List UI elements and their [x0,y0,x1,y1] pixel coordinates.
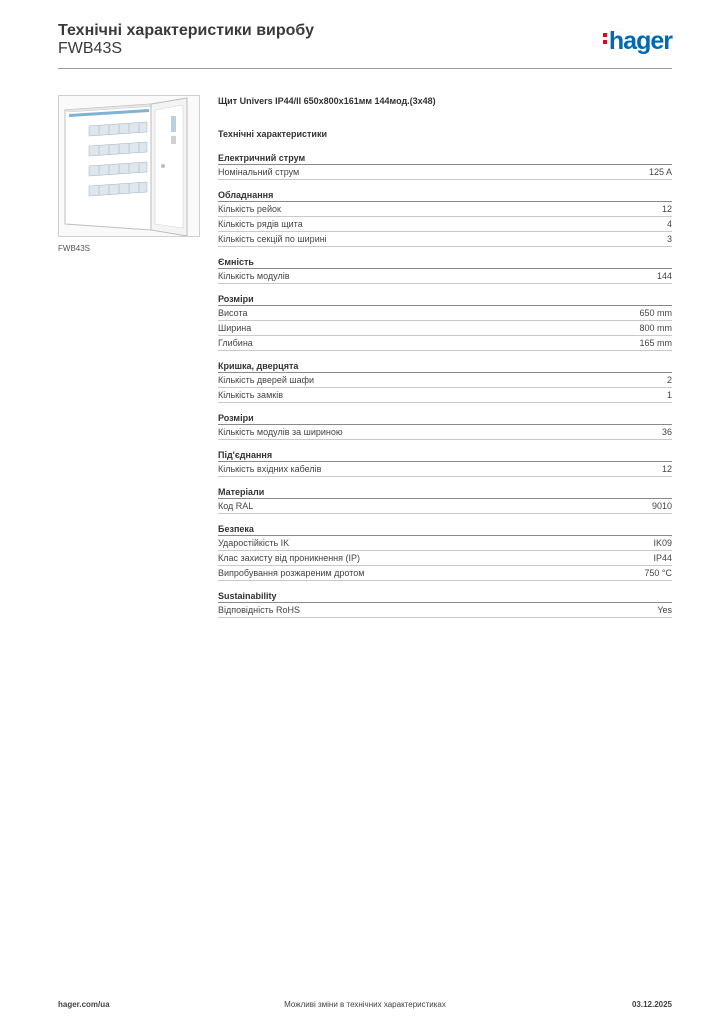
spec-section [218,256,672,284]
spec-section [218,189,672,247]
spec-row [218,336,672,351]
spec-label: Кількість замків [218,390,283,400]
spec-value: 750 °C [644,568,672,578]
logo-colon-icon [603,30,607,47]
spec-label: Кількість модулів за шириною [218,427,343,437]
tech-specs-heading: Технічні характеристики [218,129,327,139]
spec-section [218,523,672,581]
spec-label: Код RAL [218,501,254,511]
spec-row [218,551,672,566]
spec-label: Кількість вхідних кабелів [218,464,322,474]
spec-row [218,202,672,217]
spec-label: Кількість рейок [218,204,281,214]
spec-label: Кількість дверей шафи [218,375,315,385]
hager-logo [603,27,672,56]
spec-value: 3 [666,234,672,244]
spec-section [218,449,672,477]
page-title: Технічні характеристики виробу [58,22,314,39]
spec-section-title: Електричний струм [218,152,672,165]
spec-section-title: Sustainability [218,590,672,603]
spec-row [218,217,672,232]
spec-value: IK09 [653,538,672,548]
spec-value: 125 A [648,167,672,177]
footer-website-link[interactable]: hager.com/ua [58,1000,110,1009]
spec-label: Кількість модулів [218,271,290,281]
spec-value: Yes [657,605,672,615]
spec-value: 12 [661,464,672,474]
spec-section-title: Під'єднання [218,449,672,462]
spec-label: Кількість рядів щита [218,219,303,229]
product-code: FWB43S [58,40,123,57]
spec-value: IP44 [653,553,672,563]
spec-row [218,536,672,551]
product-name: Щит Univers IP44/II 650x800x161мм 144мод.(3x48) [218,96,436,106]
spec-row [218,306,672,321]
spec-row [218,269,672,284]
spec-label: Кількість секцій по ширині [218,234,327,244]
spec-section [218,360,672,403]
spec-section-title: Ємність [218,256,672,269]
spec-row [218,321,672,336]
footer-date: 03.12.2025 [631,1000,672,1009]
spec-value: 36 [661,427,672,437]
spec-section-title: Матеріали [218,486,672,499]
spec-value: 144 [656,271,672,281]
spec-label: Глибина [218,338,253,348]
spec-value: 165 mm [639,338,672,348]
spec-value: 2 [666,375,672,385]
spec-value: 800 mm [639,323,672,333]
spec-value: 1 [666,390,672,400]
spec-row [218,566,672,581]
header-divider [58,68,672,69]
product-image [58,95,200,237]
spec-content [218,96,672,627]
spec-section-title: Обладнання [218,189,672,202]
logo-text: hager [608,27,672,55]
distribution-board-icon [59,96,199,236]
spec-sections [218,152,672,618]
spec-row [218,388,672,403]
spec-section [218,486,672,514]
spec-section [218,590,672,618]
spec-section [218,293,672,351]
spec-label: Висота [218,308,248,318]
spec-row [218,499,672,514]
spec-section [218,152,672,180]
spec-value: 650 mm [639,308,672,318]
spec-label: Номінальний струм [218,167,300,177]
spec-section-title: Безпека [218,523,672,536]
spec-section-title: Кришка, дверцята [218,360,672,373]
spec-section-title: Розміри [218,412,672,425]
spec-row [218,373,672,388]
spec-value: 12 [661,204,672,214]
spec-value: 4 [666,219,672,229]
spec-row [218,425,672,440]
spec-label: Відповідність RoHS [218,605,300,615]
footer-notice: Можливі зміни в технічних характеристиках [284,1000,446,1009]
spec-section [218,412,672,440]
spec-section-title: Розміри [218,293,672,306]
product-image-caption: FWB43S [58,244,91,253]
spec-row [218,232,672,247]
spec-row [218,165,672,180]
spec-label: Клас захисту від проникнення (IP) [218,553,361,563]
spec-value: 9010 [651,501,672,511]
spec-label: Випробування розжареним дротом [218,568,365,578]
spec-label: Ширина [218,323,252,333]
spec-label: Ударостійкість IK [218,538,290,548]
spec-row [218,603,672,618]
spec-row [218,462,672,477]
